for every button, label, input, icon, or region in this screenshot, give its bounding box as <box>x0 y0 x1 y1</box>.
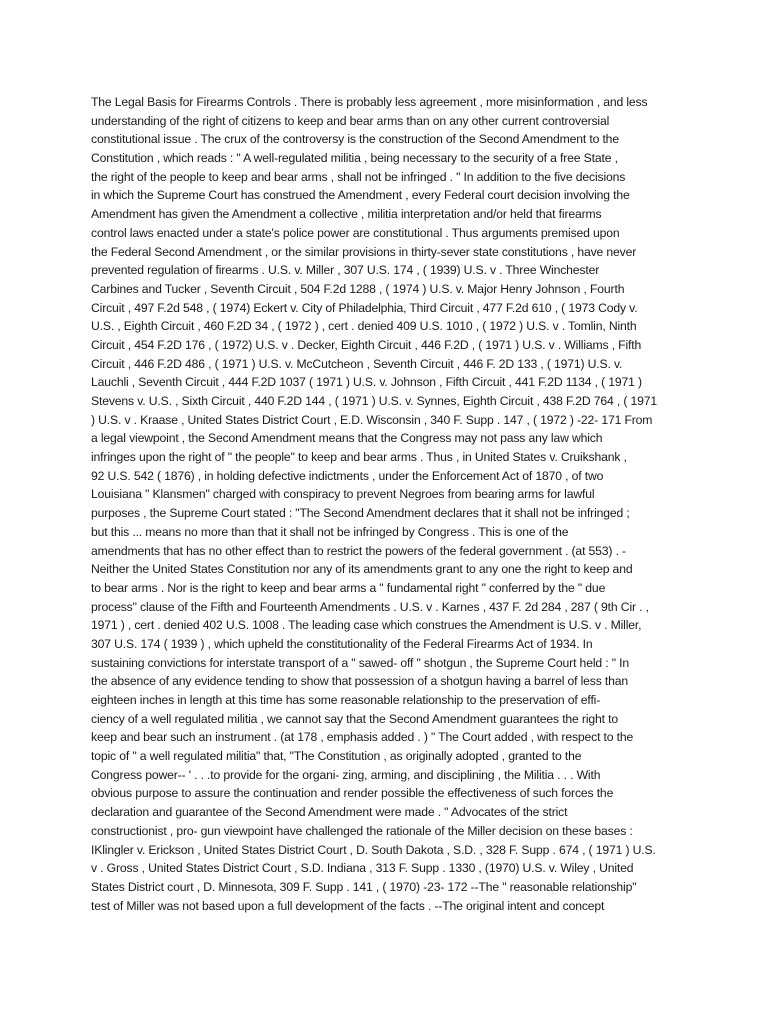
text-line: purposes , the Supreme Court stated : "The Second Amendment declares that it shall not be infringed ; <box>91 506 630 521</box>
text-line: a legal viewpoint , the Second Amendment means that the Congress may not pass any law which <box>91 431 603 446</box>
text-line: Louisiana " Klansmen" charged with conspiracy to prevent Negroes from bearing arms for lawful <box>91 487 595 502</box>
text-line: to bear arms . Nor is the right to keep and bear arms a " fundamental right " conferred by the " due <box>91 580 606 595</box>
text-line: obvious purpose to assure the continuation and render possible the effectiveness of such forces the <box>91 786 614 801</box>
text-line: process" clause of the Fifth and Fourteenth Amendments . U.S. v . Karnes , 437 F. 2d 284 , 287 ( 9th Cir . , <box>91 599 649 614</box>
text-line: keep and bear such an instrument . (at 178 , emphasis added . ) " The Court added , with respect to the <box>91 730 634 745</box>
text-line: the absence of any evidence tending to show that possession of a shotgun having a barrel of less than <box>91 674 629 689</box>
text-line: 1971 ) , cert . denied 402 U.S. 1008 . The leading case which construes the Amendment is U.S. v . Miller, <box>91 618 642 633</box>
text-line: Circuit , 446 F.2D 486 , ( 1971 ) U.S. v. McCutcheon , Seventh Circuit , 446 F. 2D 133 , ( 1971) U.S. v. <box>91 356 623 371</box>
text-line: Lauchli , Seventh Circuit , 444 F.2D 1037 ( 1971 ) U.S. v. Johnson , Fifth Circuit , 441 F.2D 1134 , ( 1971 ) <box>91 375 642 390</box>
text-line: Carbines and Tucker , Seventh Circuit , 504 F.2d 1288 , ( 1974 ) U.S. v. Major Henry Johnson , Fourth <box>91 281 625 296</box>
text-line: amendments that has no other effect than to restrict the powers of the federal government . (at 553) . - <box>91 543 626 558</box>
text-line: eighteen inches in length at this time has some reasonable relationship to the preservation of effi- <box>91 693 601 707</box>
text-line: prevented regulation of firearms . U.S. v. Miller , 307 U.S. 174 , ( 1939) U.S. v . Three Winchester <box>91 263 600 278</box>
text-line: understanding of the right of citizens to keep and bear arms than on any other current controversial <box>91 113 610 128</box>
text-line: v . Gross , United States District Court , S.D. Indiana , 313 F. Supp . 1330 , (1970) U.S. v. Wiley , United <box>91 861 634 876</box>
text-line: U.S. , Eighth Circuit , 460 F.2D 34 , ( 1972 ) , cert . denied 409 U.S. 1010 , ( 1972 ) U.S. v . Tomlin, Ninth <box>91 319 637 334</box>
text-line: infringes upon the right of " the people" to keep and bear arms . Thus , in United States v. Cruikshank , <box>91 450 627 465</box>
text-line: constitutional issue . The crux of the controversy is the construction of the Second Amendment to the <box>91 132 619 147</box>
text-line: Stevens v. U.S. , Sixth Circuit , 440 F.2D 144 , ( 1971 ) U.S. v. Synnes, Eighth Circuit , 438 F.2D 764 , ( 1971 <box>91 394 657 408</box>
text-line: but this ... means no more than that it shall not be infringed by Congress . This is one of the <box>91 524 569 539</box>
text-line: the Federal Second Amendment , or the similar provisions in thirty-sever state constitutions , have never <box>91 244 637 259</box>
document-body <box>91 93 679 915</box>
text-line: Circuit , 454 F.2D 176 , ( 1972) U.S. v . Decker, Eighth Circuit , 446 F.2D , ( 1971 ) U.S. v . Williams , Fifth <box>91 337 642 352</box>
text-line: topic of " a well regulated militia" that, "The Constitution , as originally adopted , granted to the <box>91 749 582 764</box>
text-line: 307 U.S. 174 ( 1939 ) , which upheld the constitutionality of the Federal Firearms Act of 1934. In <box>91 636 593 651</box>
text-line: ciency of a well regulated militia , we cannot say that the Second Amendment guarantees the right to <box>91 711 618 726</box>
text-line: The Legal Basis for Firearms Controls . There is probably less agreement , more misinformation , and less <box>91 95 648 109</box>
text-line: Congress power-- ' . . .to provide for the organi- zing, arming, and disciplining , the Militia . . . With <box>91 767 601 782</box>
text-line: control laws enacted under a state's police power are constitutional . Thus arguments premised upon <box>91 225 620 240</box>
text-line: Circuit , 497 F.2d 548 , ( 1974) Eckert v. City of Philadelphia, Third Circuit , 477 F.2d 610 , ( 1973 Cody v. <box>91 300 638 315</box>
text-line: sustaining convictions for interstate transport of a " sawed- off " shotgun , the Supreme Court held : " In <box>91 655 629 670</box>
text-line: Amendment has given the Amendment a collective , militia interpretation and/or held that firearms <box>91 207 602 222</box>
text-line: Constitution , which reads : " A well-regulated militia , being necessary to the security of a free State , <box>91 151 618 166</box>
text-line: Neither the United States Constitution nor any of its amendments grant to any one the right to keep and <box>91 562 633 577</box>
text-line: 92 U.S. 542 ( 1876) , in holding defective indictments , under the Enforcement Act of 1870 , of two <box>91 468 604 483</box>
text-line: constructionist , pro- gun viewpoint have challenged the rationale of the Miller decision on these bases : <box>91 823 633 838</box>
text-line: test of Miller was not based upon a full development of the facts . --The original intent and concept <box>91 898 605 913</box>
text-line: in which the Supreme Court has construed the Amendment , every Federal court decision involving the <box>91 188 630 203</box>
text-line: the right of the people to keep and bear arms , shall not be infringed . " In addition to the five decisions <box>91 169 626 184</box>
text-line: States District court , D. Minnesota, 309 F. Supp . 141 , ( 1970) -23- 172 --The " reasonable relationship" <box>91 879 637 894</box>
text-line: IKlingler v. Erickson , United States District Court , D. South Dakota , S.D. , 328 F. Supp . 674 , ( 1971 ) U.S. <box>91 842 656 857</box>
text-line: declaration and guarantee of the Second Amendment were made . " Advocates of the strict <box>91 805 568 820</box>
text-line: ) U.S. v . Kraase , United States District Court , E.D. Wisconsin , 340 F. Supp . 147 , ( 1972 ) -22- 171 From <box>91 412 653 427</box>
